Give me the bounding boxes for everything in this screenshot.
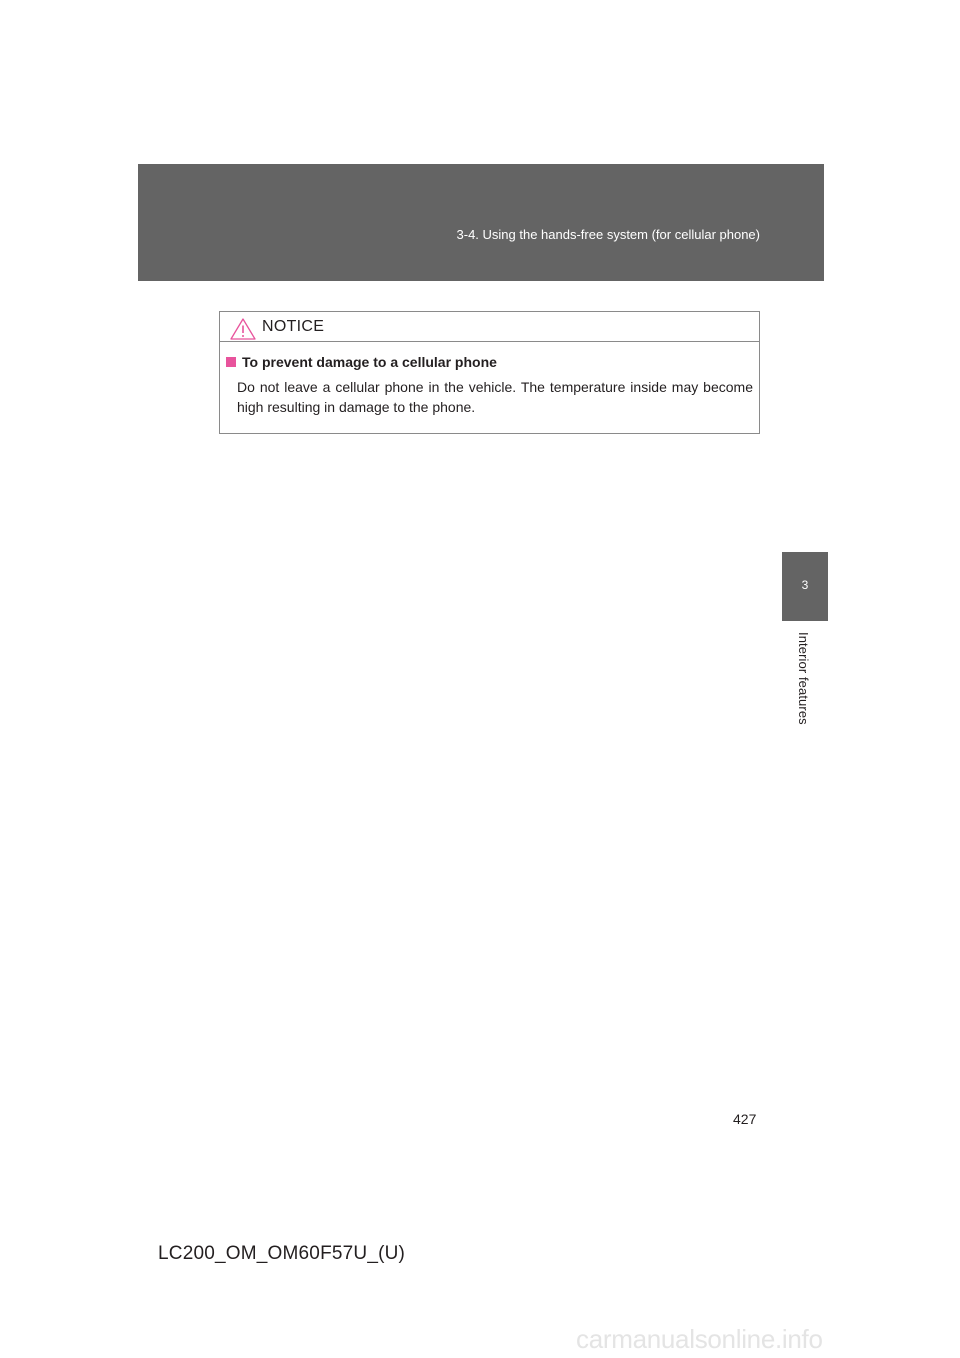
page-number: 427: [733, 1111, 757, 1127]
warning-triangle-icon: [229, 317, 257, 341]
notice-body: [220, 342, 759, 417]
chapter-tab: [782, 552, 828, 621]
section-title: 3-4. Using the hands-free system (for cellular phone): [456, 227, 760, 242]
notice-box: [219, 311, 760, 434]
pink-square-bullet-icon: [226, 357, 236, 367]
document-code: LC200_OM_OM60F57U_(U): [158, 1243, 406, 1264]
notice-title: NOTICE: [262, 318, 325, 335]
section-header-band: [138, 164, 824, 281]
notice-header: [220, 312, 759, 342]
watermark: carmanualsonline.info: [576, 1324, 823, 1354]
notice-item-heading-text: To prevent damage to a cellular phone: [242, 354, 497, 370]
chapter-number: 3: [801, 578, 809, 592]
chapter-label: Interior features: [796, 632, 811, 725]
notice-item-heading: [226, 354, 753, 370]
notice-item-text: Do not leave a cellular phone in the vehicle. The temperature inside may become high resulting in damage to the phone.: [237, 379, 753, 415]
